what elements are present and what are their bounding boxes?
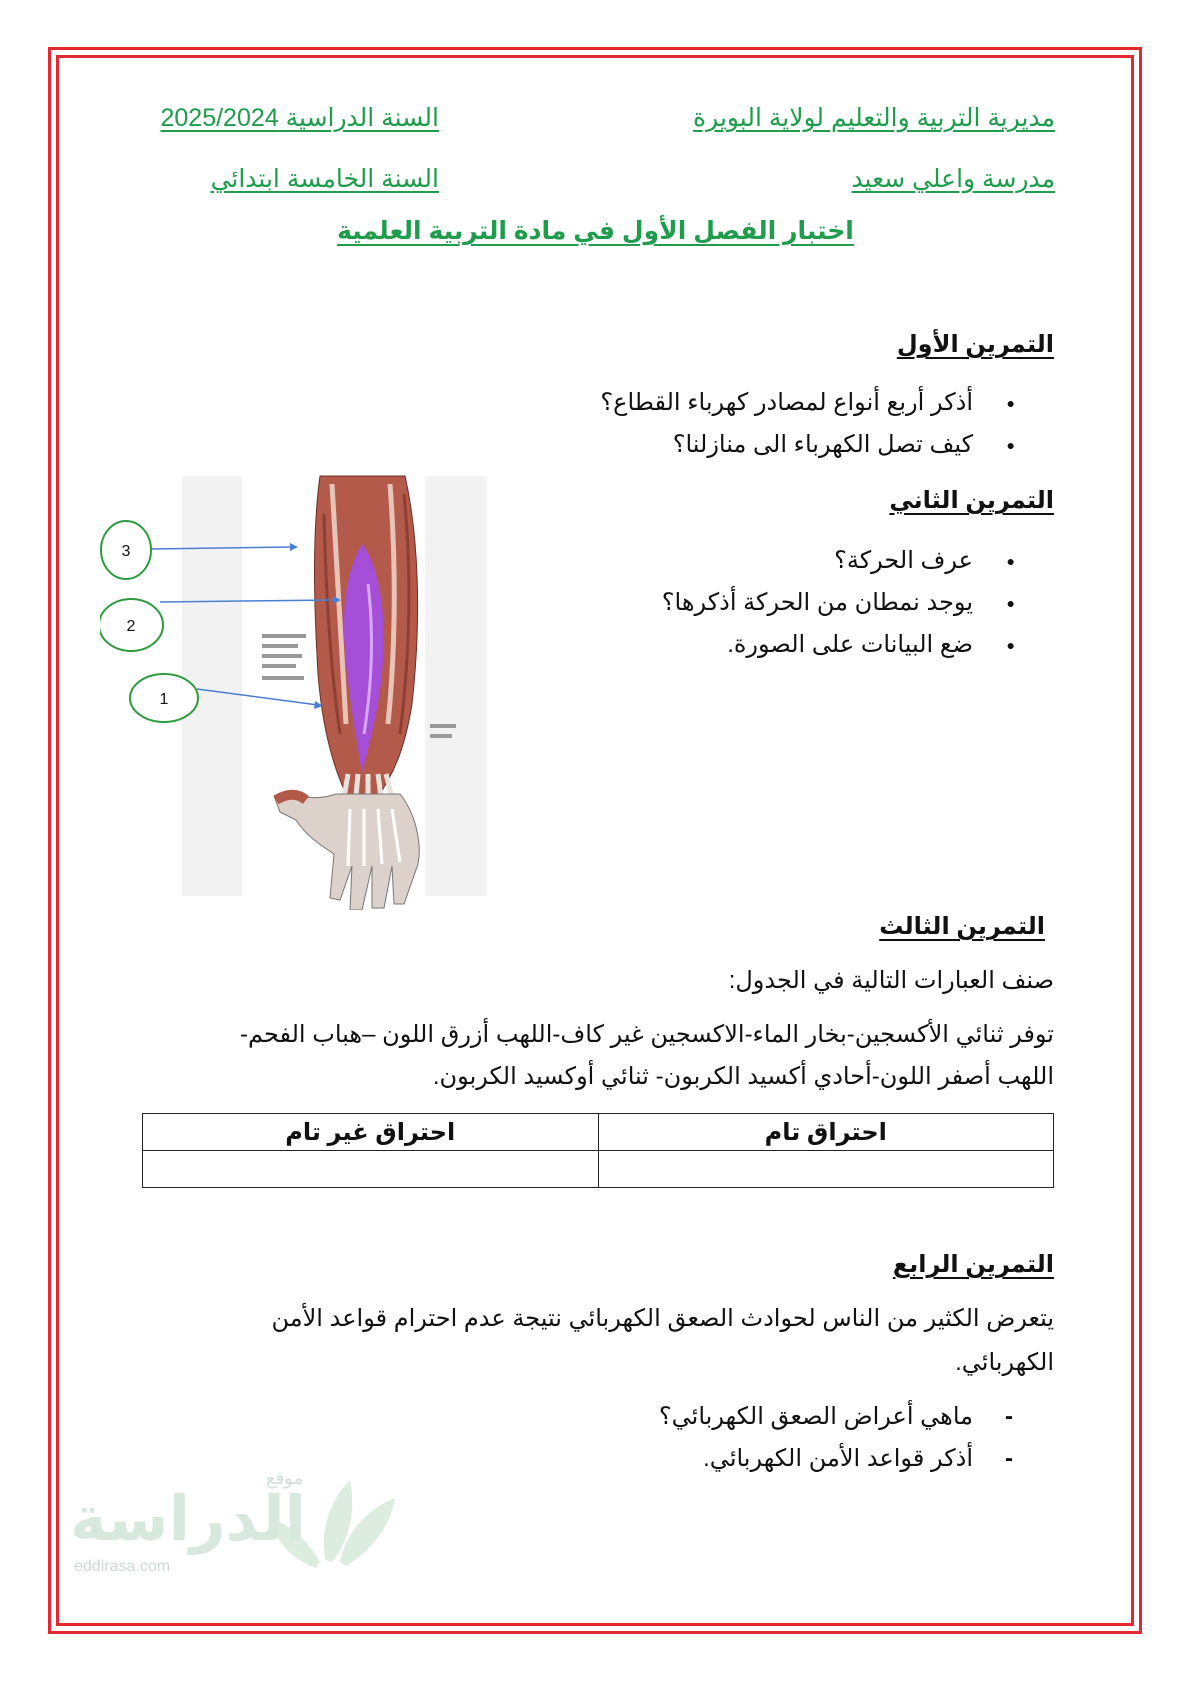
exercise2-item: ● عرف الحركة؟: [662, 540, 1015, 582]
exercise2-item: ● يوجد نمطان من الحركة أذكرها؟: [662, 582, 1015, 624]
exercise3-instruction: صنف العبارات التالية في الجدول:: [728, 967, 1054, 994]
exercise4-paragraph-line1: يتعرض الكثير من الناس لحوادث الصعق الكهربائي نتيجة عدم احترام قواعد الأمن: [271, 1305, 1054, 1332]
exercise4-item: - أذكر قواعد الأمن الكهربائي.: [659, 1438, 1015, 1480]
exercise2-heading: التمرين الثاني: [889, 487, 1054, 514]
figure-label-2: 2: [126, 618, 136, 635]
exercise2-item: ● ضع البيانات على الصورة.: [662, 624, 1015, 666]
exercise3-statement-line2: اللهب أصفر اللون-أحادي أكسيد الكربون- ثنائي أوكسيد الكربون.: [432, 1063, 1054, 1090]
incomplete-combustion-cell[interactable]: [143, 1151, 599, 1188]
exercise4-heading: التمرين الرابع: [892, 1251, 1054, 1278]
school-year-label: السنة الدراسية 2025/2024: [160, 104, 439, 132]
watermark-domain: eddirasa.com: [74, 1558, 171, 1575]
complete-combustion-cell[interactable]: [598, 1151, 1054, 1188]
exercise1-item: ● كيف تصل الكهرباء الى منازلنا؟: [600, 424, 1015, 466]
forearm-muscle-figure: [100, 474, 500, 910]
watermark-main-word: الدراسة: [70, 1485, 306, 1554]
table-answer-row: [143, 1151, 1054, 1188]
exercise4-item: - ماهي أعراض الصعق الكهربائي؟: [659, 1396, 1015, 1438]
directorate-label: مديرية التربية والتعليم لولاية البويرة: [693, 104, 1055, 132]
exercise2-list: [662, 540, 1015, 666]
incomplete-combustion-header: احتراق غير تام: [143, 1114, 599, 1151]
exercise1-list: [600, 382, 1015, 466]
exercise1-item: ● أذكر أربع أنواع لمصادر كهرباء القطاع؟: [600, 382, 1015, 424]
exercise4-paragraph-line2: الكهربائي.: [955, 1349, 1054, 1376]
school-name-label: مدرسة واعلي سعيد: [851, 165, 1055, 193]
exercise3-statement-line1: توفر ثنائي الأكسجين-بخار الماء-الاكسجين غير كاف-اللهب أزرق اللون –هباب الفحم-: [240, 1021, 1054, 1048]
complete-combustion-header: احتراق تام: [598, 1114, 1054, 1151]
watermark-top-word: موقع: [266, 1468, 304, 1488]
exercise3-heading: التمرين الثالث: [879, 913, 1045, 940]
classification-table: [142, 1113, 1054, 1188]
exam-title: اختبار الفصل الأول في مادة التربية العلمية: [337, 217, 854, 245]
figure-label-3: 3: [121, 543, 131, 560]
table-header-row: [143, 1114, 1054, 1151]
exercise4-list: [659, 1396, 1015, 1480]
grade-label: السنة الخامسة ابتدائي: [210, 165, 439, 193]
figure-label-1: 1: [159, 691, 169, 708]
exercise1-heading: التمرين الأول: [896, 331, 1054, 358]
